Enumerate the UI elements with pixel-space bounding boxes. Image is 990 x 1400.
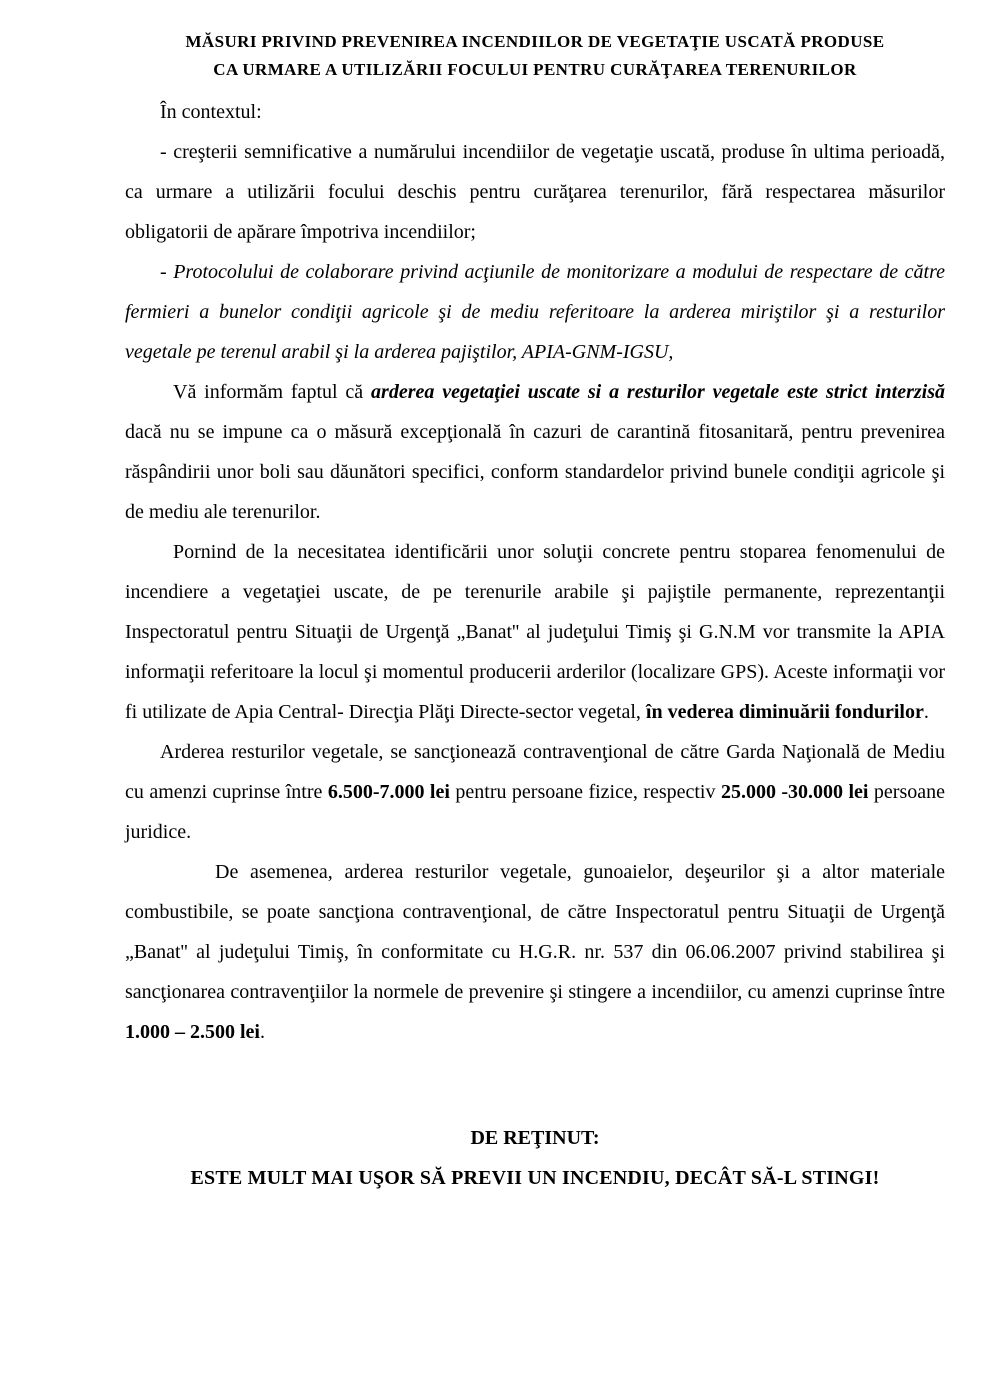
pornind-text-post: . [923, 701, 929, 723]
intro-line [125, 92, 945, 132]
arderea-text-mid: pentru persoane fizice, respectiv [449, 781, 721, 803]
paragraph-inform [125, 372, 945, 532]
paragraph-bullet-increase [125, 132, 945, 252]
paragraph-arderea [125, 732, 945, 852]
document-title-line1: MĂSURI PRIVIND PREVENIREA INCENDIILOR DE VEGETAŢIE USCATĂ PRODUSE [185, 32, 885, 51]
arderea-text-pre: Arderea resturilor vegetale, se sancţionează contravenţional de către Garda Naţională de Mediu cu amenzi cuprinse între [125, 741, 945, 803]
inform-text-post: dacă nu se impune ca o măsură excepţională în cazuri de carantină fitosanitară, pentru prevenirea răspândirii unor boli sau dăunători specifici, conform standardelor privind bunele condiţii agricole şi de mediu ale terenurilor. [125, 421, 945, 523]
arderea-text-post: persoane juridice. [125, 781, 946, 843]
footer-block [125, 1118, 945, 1198]
paragraph-bullet-protocol [125, 252, 945, 372]
pornind-text-bold: în vederea diminuării fondurilor [645, 701, 924, 723]
asemenea-text-pre: De asemenea, arderea resturilor vegetale, gunoaielor, deşeurilor şi a altor materiale combustibile, se poate sancţiona contravenţional, de către Inspectoratul pentru Situaţii de Urgenţă „Banat'' al judeţului Timiş, în conformitate cu H.G.R. nr. 537 din 06.06.2007 privind stabilirea şi sancţionarea contravenţiilor la normele de prevenire şi stingere a incendiilor, cu amenzi cuprinse între [125, 861, 945, 1003]
paragraph-asemenea [125, 852, 945, 1052]
asemenea-fine-range: 1.000 – 2.500 lei [125, 1021, 260, 1043]
document-title [125, 28, 945, 84]
document-title-line2: CA URMARE A UTILIZĂRII FOCULUI PENTRU CURĂŢAREA TERENURILOR [213, 60, 857, 79]
inform-text-pre: Vă informăm faptul că [173, 381, 372, 403]
bullet2-text: - Protocolului de colaborare privind acţiunile de monitorizare a modului de respectare de către fermieri a bunelor condiţii agricole şi de mediu referitoare la arderea miriştilor şi a resturilor vegetale pe terenul arabil şi la arderea pajiştilor, APIA-GNM-IGSU, [125, 261, 945, 363]
arderea-fine-companies: 25.000 -30.000 lei [720, 781, 869, 803]
inform-text-emphasis: arderea vegetaţiei uscate si a resturilor vegetale este strict interzisă [371, 381, 946, 403]
intro-text: În contextul: [160, 101, 262, 123]
arderea-fine-individuals: 6.500-7.000 lei [327, 781, 450, 803]
paragraph-pornind [125, 532, 945, 732]
footer-slogan: ESTE MULT MAI UŞOR SĂ PREVII UN INCENDIU, DECÂT SĂ-L STINGI! [190, 1167, 880, 1189]
bullet1-text: - creşterii semnificative a numărului incendiilor de vegetaţie uscată, produse în ultima perioadă, ca urmare a utilizării focului deschis pentru curăţarea terenurilor, fără respectarea măsurilor obligatorii de apărare împotriva incendiilor; [125, 141, 945, 243]
pornind-text-pre: Pornind de la necesitatea identificării unor soluţii concrete pentru stoparea fenomenului de incendiere a vegetaţiei uscate, de pe terenurile arabile şi pajiştile permanente, reprezentanţii Inspectoratul pentru Situaţii de Urgenţă „Banat'' al judeţului Timiş şi G.N.M vor transmite la APIA informaţii referitoare la locul şi momentul producerii arderilor (localizare GPS). Aceste informaţii vor fi utilizate de Apia Central- Direcţia Plăţi Directe-sector vegetal, [125, 541, 945, 723]
asemenea-text-post: . [260, 1021, 265, 1043]
footer-heading: DE REŢINUT: [470, 1127, 600, 1149]
